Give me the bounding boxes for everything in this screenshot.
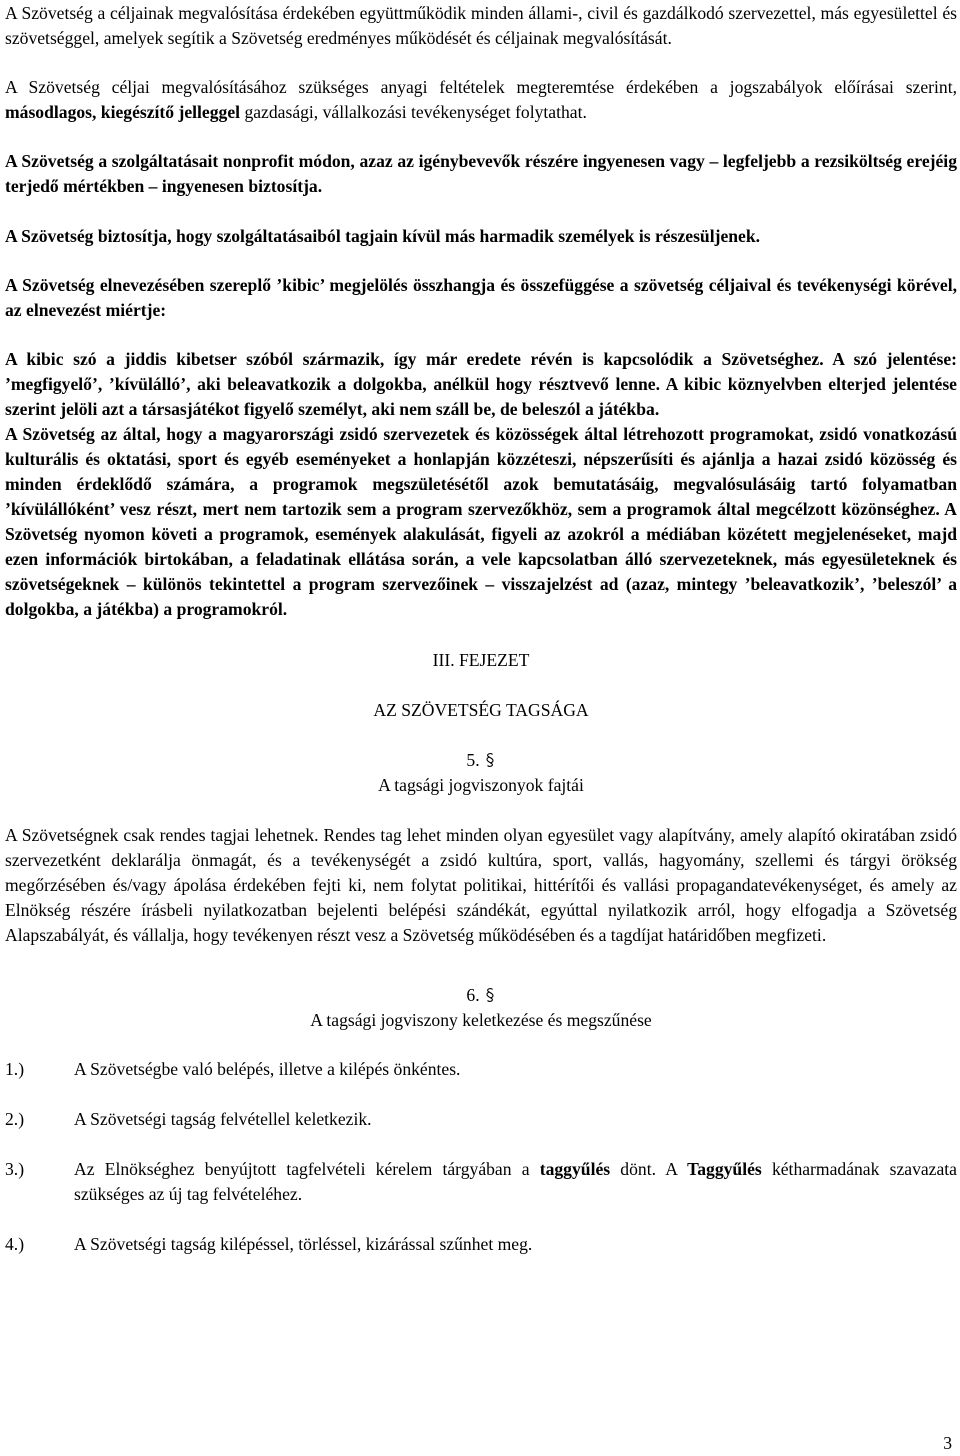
list-item (5, 1232, 957, 1257)
list-number: 4.) (5, 1234, 25, 1254)
paragraph-cooperation: A Szövetség a céljainak megvalósítása érdekében együttműködik minden állami-, civil és gazdálkodó szervezettel, más egyesülettel és szövetséggel, amelyek segítik a Szövetség eredményes működését és céljainak megvalósítását. (5, 3, 957, 48)
paragraph-kibic-definition: A kibic szó a jiddis kibetser szóból származik, így már eredete révén is kapcsolódik a Szövetséghez. A szó jelentése: ’megfigyelő’, ’kívülálló’, aki beleavatkozik a dolgokba, anélkül hogy résztvevő lenne. A kibic köznyelvben elterjed jelentése szerint jelöli azt a társasjátékot figyelő személyt, aki nem száll be, de beleszól a játékba. (5, 349, 957, 419)
chapter-number: III. FEJEZET (432, 650, 530, 670)
list-text: A Szövetségi tagság kilépéssel, törléssel, kizárással szűnhet meg. (74, 1234, 533, 1254)
list-item (5, 1107, 957, 1132)
list-text: A Szövetségi tagság felvétellel keletkezik. (74, 1109, 372, 1129)
paragraph-third-parties: A Szövetség biztosítja, hogy szolgáltatásaiból tagjain kívül más harmadik személyek is részesüljenek. (5, 226, 761, 246)
paragraph-name-meaning: A Szövetség elnevezésében szereplő ’kibic’ megjelölés összhangja és összefüggése a szövetség céljaival és tevékenységi körével, az elnevezést miértje: (5, 275, 957, 320)
section-5-title: A tagsági jogviszonyok fajtái (378, 775, 584, 795)
list-text-part: dönt. A (610, 1159, 688, 1179)
paragraph-membership-types: A Szövetségnek csak rendes tagjai lehetnek. Rendes tag lehet minden olyan egyesület vagy alapítvány, amely alapító okiratában zsidó szervezetként deklarálja önmagát, és a tevékenységét a zsidó kultúra, sport, vallás, hagyomány, szellemi és tárgyi örökség megőrzésében és/vagy ápolása érdekében fejti ki, nem folytat politikai, hittérítői és vallási propagandatevékenységet, és amely az Elnökség részére írásbeli nyilatkozatban bejelenti belépési szándékát, egyúttal nyilatkozik arról, hogy elfogadja a Szövetség Alapszabályát, és vállalja, hogy tevékenyen részt vesz a Szövetség működésében és a tagdíjat határidőben megfizeti. (5, 825, 957, 945)
bold-term: Taggyűlés (687, 1159, 762, 1179)
paragraph-activities: A Szövetség az által, hogy a magyarországi zsidó szervezetek és közösségek által létrehozott programokat, zsidó vonatkozású kulturális és oktatási, sport és egyéb eseményeket a honlapján közzéteszi, népszerűsíti és ajánlja a hazai zsidó közösség és minden érdeklődő számára, a programok megszületésétől azok bemutatásáig, megvalósulásáig tartó folyamatban ’kívülállóként’ vesz részt, mert nem tartozik sem a program szervezőkhöz, sem a programok által megcélzott közönséghez. A Szövetség nyomon követi a programok, események alakulását, figyeli az azokról a médiában közétett megjelenéseket, majd ezen információk birtokában, a feladatinak ellátása során, a vele kapcsolatban álló szervezeteknek, más egyesületeknek és szövetségeknek – különös tekintettel a program szervezőinek – visszajelzést ad (azaz, mintegy ’beleavatkozik’, ’beleszól’ a dolgokba, a játékba) a programokról. (5, 424, 957, 619)
section-6-title: A tagsági jogviszony keletkezése és megszűnése (310, 1010, 652, 1030)
section-sign-icon (484, 987, 496, 1003)
section-number: 5. (466, 750, 480, 770)
list-number: 2.) (5, 1109, 25, 1129)
list-text (74, 1157, 957, 1207)
page-number: 3 (943, 1433, 952, 1453)
list-number: 3.) (5, 1159, 25, 1179)
list-text-part: kétharmadának szavazata szükséges az új tag felvételéhez. (74, 1159, 957, 1204)
list-item (5, 1157, 957, 1207)
section-6-number (5, 983, 957, 1008)
list-item (5, 1057, 957, 1082)
paragraph-text: A Szövetség céljai megvalósításához szükséges anyagi feltételek megteremtése érdekében a jogszabályok előírásai szerint, (5, 77, 957, 97)
section-5-number (5, 748, 957, 773)
section-sign-icon (484, 752, 496, 768)
paragraph-economic-activity (5, 75, 957, 125)
list-number: 1.) (5, 1059, 25, 1079)
bold-term: taggyűlés (539, 1159, 611, 1179)
section-number: 6. (466, 985, 480, 1005)
chapter-title: AZ SZÖVETSÉG TAGSÁGA (373, 700, 589, 720)
document-page (5, 1, 957, 1257)
list-text: A Szövetségbe való belépés, illetve a kilépés önkéntes. (74, 1059, 461, 1079)
paragraph-text: gazdasági, vállalkozási tevékenységet folytathat. (240, 102, 587, 122)
paragraph-nonprofit: A Szövetség a szolgáltatásait nonprofit módon, azaz az igénybevevők részére ingyenesen vagy – legfeljebb a rezsiköltség erejéig terjedő mértékben – ingyenesen biztosítja. (5, 151, 957, 196)
list-text-part: Az Elnökséghez benyújtott tagfelvételi kérelem tárgyában a (74, 1159, 540, 1179)
bold-phrase: másodlagos, kiegészítő jelleggel (5, 102, 241, 122)
